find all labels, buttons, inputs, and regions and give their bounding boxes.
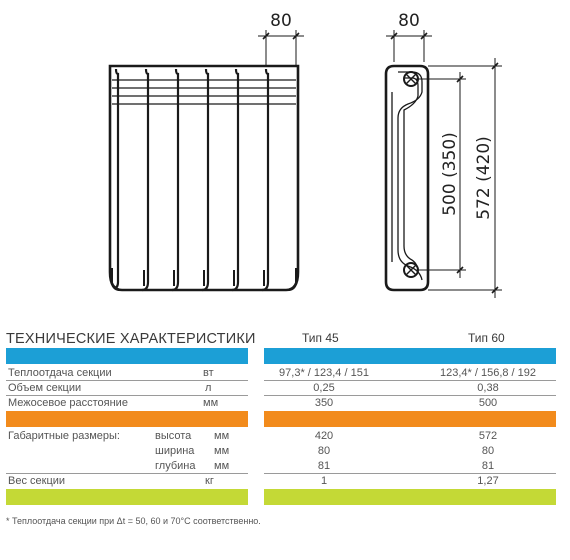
green-band-left xyxy=(6,489,248,505)
footnote: * Теплоотдача секции при Δt = 50, 60 и 70°С соответственно. xyxy=(6,516,261,526)
axis-distance-label: 500 (350) xyxy=(440,132,460,216)
side-view xyxy=(386,66,428,290)
row-depth-sub: глубина xyxy=(155,460,196,472)
front-width-dimension xyxy=(258,30,304,66)
row-weight-type60: 1,27 xyxy=(477,475,499,487)
row-height-type45: 420 xyxy=(314,430,334,442)
spec-table xyxy=(0,322,570,512)
row-depth-type60: 81 xyxy=(481,460,495,472)
row-volume-unit: л xyxy=(205,382,212,394)
section-fins xyxy=(114,69,268,290)
spec-title: ТЕХНИЧЕСКИЕ ХАРАКТЕРИСТИКИ xyxy=(6,331,256,347)
front-width-label: 80 xyxy=(270,11,292,31)
row-depth-unit: мм xyxy=(214,460,230,472)
row-height-unit: мм xyxy=(214,430,230,442)
row-axis-unit: мм xyxy=(203,397,219,409)
row-height-sub: высота xyxy=(155,430,192,442)
height-label: 572 (420) xyxy=(474,136,494,220)
side-width-dimension xyxy=(386,30,432,62)
side-width-label: 80 xyxy=(398,11,420,31)
row-heat-label: Теплоотдача секции xyxy=(8,367,112,379)
row-width-unit: мм xyxy=(214,445,230,457)
row-width-sub: ширина xyxy=(155,445,195,457)
row-volume-type60: 0,38 xyxy=(477,382,499,394)
blue-band-right xyxy=(264,348,556,364)
blue-band-left xyxy=(6,348,248,364)
row-axis-type45: 350 xyxy=(314,397,334,409)
row-heat-unit: вт xyxy=(203,367,214,379)
row-width-type45: 80 xyxy=(317,445,331,457)
front-outline xyxy=(110,66,298,290)
front-view xyxy=(110,66,298,290)
col-header-type45: Тип 45 xyxy=(302,331,339,345)
orange-band-left xyxy=(6,411,248,427)
row-width-type60: 80 xyxy=(481,445,495,457)
orange-band-right xyxy=(264,411,556,427)
row-depth-type45: 81 xyxy=(317,460,331,472)
row-volume-type45: 0,25 xyxy=(313,382,335,394)
row-axis-type60: 500 xyxy=(478,397,498,409)
green-band-right xyxy=(264,489,556,505)
row-weight-type45: 1 xyxy=(320,475,328,487)
row-volume-label: Объем секции xyxy=(8,382,82,394)
row-weight-label: Вес секции xyxy=(8,475,66,487)
row-dimensions-label: Габаритные размеры: xyxy=(8,430,120,442)
col-header-type60: Тип 60 xyxy=(468,331,505,345)
row-height-type60: 572 xyxy=(478,430,498,442)
row-heat-type45: 97,3* / 123,4 / 151 xyxy=(279,367,369,379)
row-axis-label: Межосевое расстояние xyxy=(8,397,128,409)
row-weight-unit: кг xyxy=(205,475,214,487)
row-heat-type60: 123,4* / 156,8 / 192 xyxy=(439,367,537,379)
